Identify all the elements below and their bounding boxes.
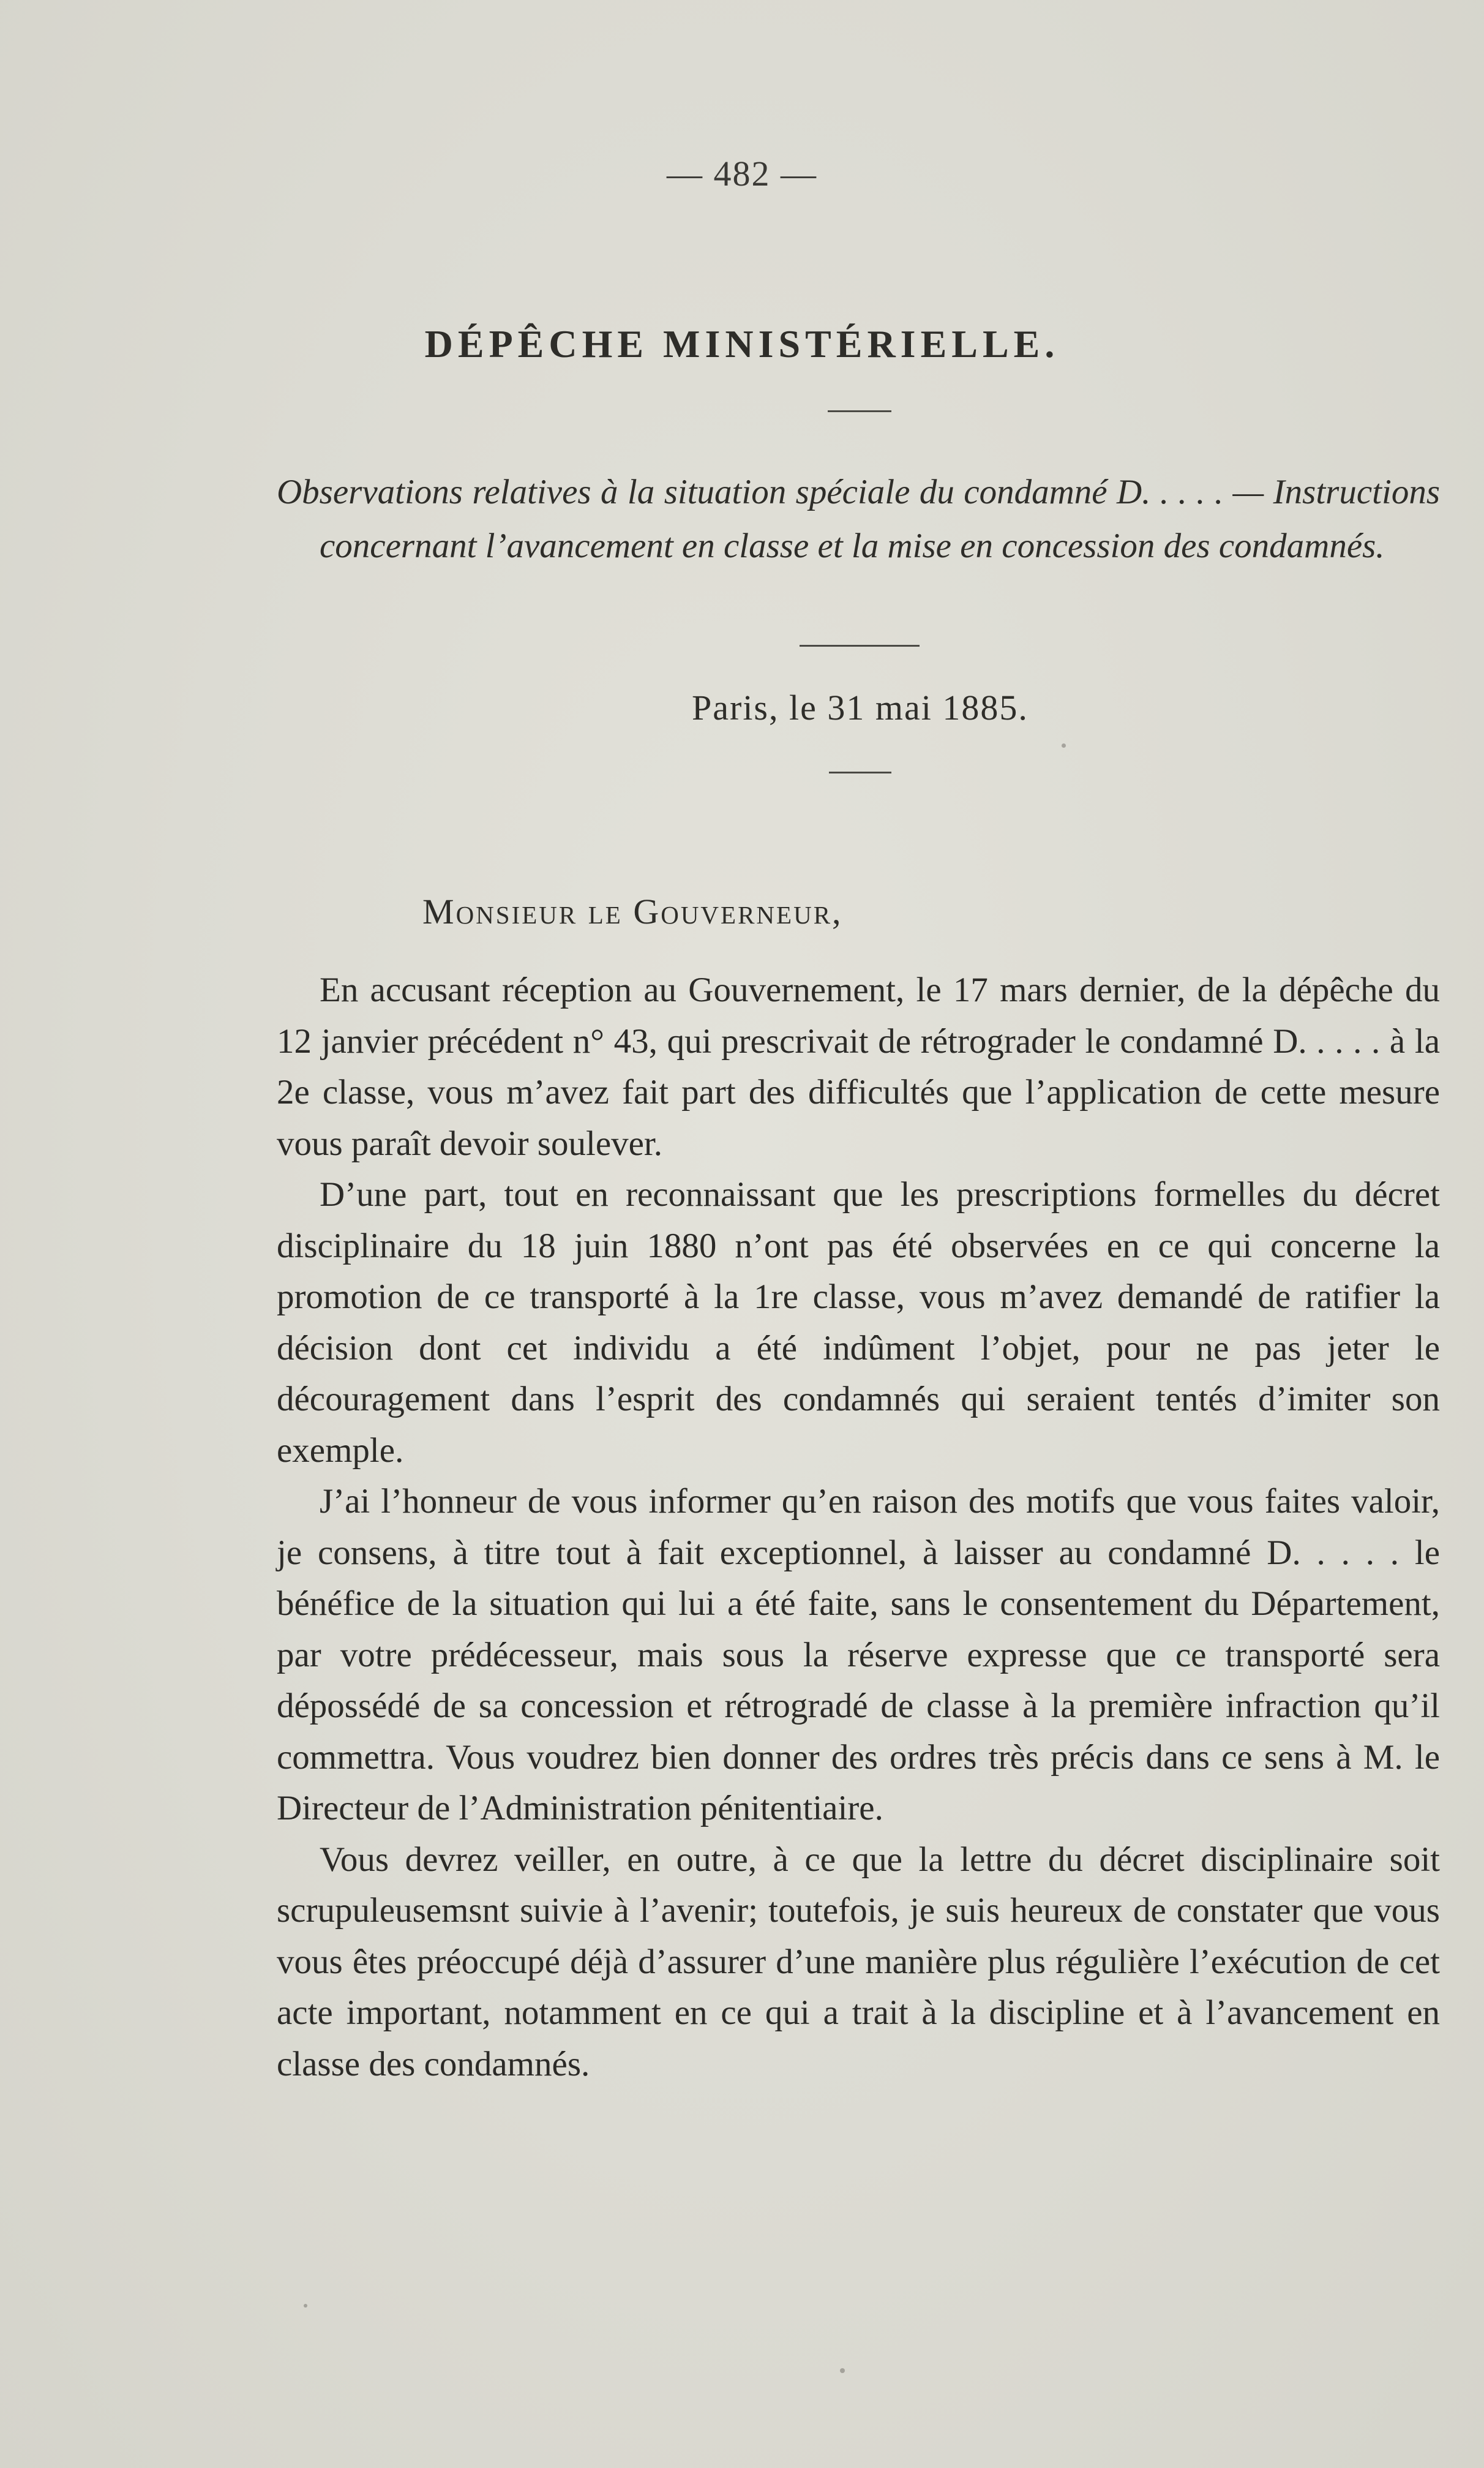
paragraph: En accusant réception au Gouvernement, le 17 mars dernier, de la dépêche du 12 janvier précédent n° 43, qui prescrivait de rétrograder le condamné D. . . . . à la 2e classe, vous m’avez fait part des difficultés que l’application de cette mesure vous paraît devoir soulever. bbox=[277, 971, 1440, 1163]
separator-rule bbox=[828, 410, 891, 412]
paper-speck bbox=[840, 2368, 845, 2373]
paper-speck bbox=[304, 2304, 307, 2308]
paragraph: Vous devrez veiller, en outre, à ce que la lettre du décret disciplinaire soit scrupuleusemsnt suivie à l’avenir; toutefois, je suis heureux de constater que vous vous êtes préoccupé déjà d’assurer d’une manière plus régulière l’exécution de cet acte important, notamment en ce qui a trait à la discipline et à l’avancement en classe des condamnés. bbox=[277, 1840, 1440, 2083]
page-number: — 482 — bbox=[667, 154, 817, 194]
separator-rule bbox=[829, 772, 891, 773]
document-title: DÉPÊCHE MINISTÉRIELLE. bbox=[424, 322, 1060, 366]
summary-heading: Observations relatives à la situation spéciale du condamné D. . . . . — Instructions concernant l’avancement en classe et la mise en concession des condamnés. bbox=[277, 473, 1440, 565]
letter-body bbox=[277, 965, 1440, 2090]
paper-speck bbox=[1062, 743, 1066, 748]
paragraph: J’ai l’honneur de vous informer qu’en raison des motifs que vous faites valoir, je consens, à titre tout à fait exceptionnel, à laisser au condamné D. . . . . le bénéfice de la situation qui lui a été faite, sans le consentement du Département, par votre prédécesseur, mais sous la réserve expresse que ce transporté sera dépossédé de sa concession et rétrogradé de classe à la première infraction qu’il commettra. Vous voudrez bien donner des ordres très précis dans ce sens à M. le Directeur de l’Administration pénitentiaire. bbox=[277, 1482, 1440, 1827]
salutation: Monsieur le Gouverneur, bbox=[422, 892, 843, 931]
dateline: Paris, le 31 mai 1885. bbox=[692, 688, 1029, 728]
separator-rule bbox=[800, 645, 920, 647]
paragraph: D’une part, tout en reconnaissant que les prescriptions formelles du décret disciplinaire du 18 juin 1880 n’ont pas été observées en ce qui concerne la promotion de ce transporté à la 1re classe, vous m’avez demandé de ratifier la décision dont cet individu a été indûment l’objet, pour ne pas jeter le découragement dans l’esprit des condamnés qui seraient tentés d’imiter son exemple. bbox=[277, 1175, 1440, 1470]
